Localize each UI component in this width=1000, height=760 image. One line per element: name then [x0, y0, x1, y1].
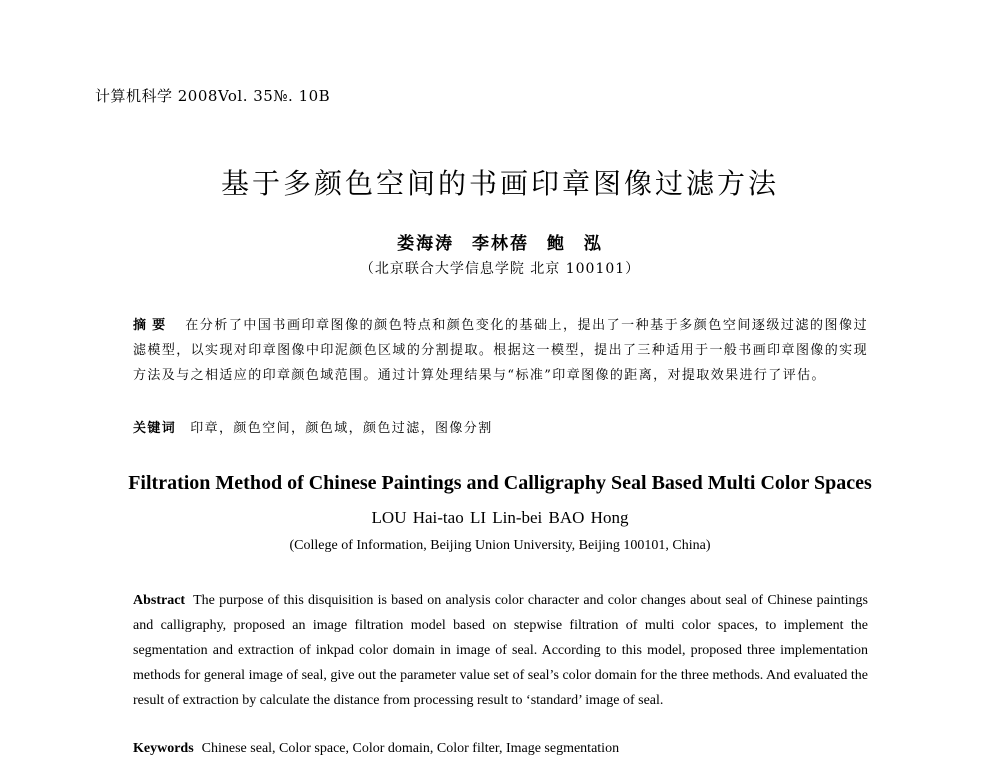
english-abstract-label: Abstract — [133, 593, 186, 608]
chinese-title: 基于多颜色空间的书画印章图像过滤方法 — [220, 167, 779, 200]
chinese-abstract — [133, 313, 868, 388]
english-keywords-text: Chinese seal, Color space, Color domain, Color filter, Image segmentation — [201, 741, 620, 756]
chinese-affiliation: （北京联合大学信息学院 北京 100101） — [359, 261, 641, 277]
journal-reference: 计算机科学 2008Vol. 35№. 10B — [95, 87, 331, 105]
english-affiliation: (College of Information, Beijing Union University, Beijing 100101, China) — [289, 538, 711, 553]
chinese-keywords-text: 印章，颜色空间，颜色域，颜色过滤，图像分割 — [190, 421, 493, 436]
chinese-authors: 娄海涛 李林蓓 鲍 泓 — [397, 234, 603, 254]
english-keywords — [133, 741, 868, 757]
english-keywords-label: Keywords — [133, 741, 194, 756]
chinese-abstract-text: 在分析了中国书画印章图像的颜色特点和颜色变化的基础上，提出了一种基于多颜色空间逐级过滤的图像过滤模型，以实现对印章图像中印泥颜色区域的分割提取。根据这一模型，提出了三种适用于一般书画印章图像的实现方法及与之相适应的印章颜色域范围。通过计算处理结果与“标准”印章图像的距离，对提取效果进行了评估。 — [133, 318, 868, 383]
english-title: Filtration Method of Chinese Paintings and Calligraphy Seal Based Multi Color Spaces — [128, 472, 872, 494]
chinese-keywords-label: 关键词 — [133, 421, 177, 436]
chinese-abstract-label: 摘要 — [133, 318, 172, 333]
chinese-keywords — [133, 417, 868, 436]
english-abstract — [133, 588, 868, 713]
english-authors: LOU Hai-tao LI Lin-bei BAO Hong — [371, 508, 629, 527]
english-abstract-text: The purpose of this disquisition is based on analysis color character and color changes about seal of Chinese paintings and calligraphy, proposed an image filtration model based on stepwise filtration of multi color spaces, to implement the segmentation and extraction of inkpad color domain in image of seal. According to this model, proposed three implementation methods for general image of seal, give out the parameter value set of seal’s color domain for the three methods. And evaluated the result of extraction by calculate the distance from processing result to ‘standard’ image of seal. — [133, 593, 868, 708]
